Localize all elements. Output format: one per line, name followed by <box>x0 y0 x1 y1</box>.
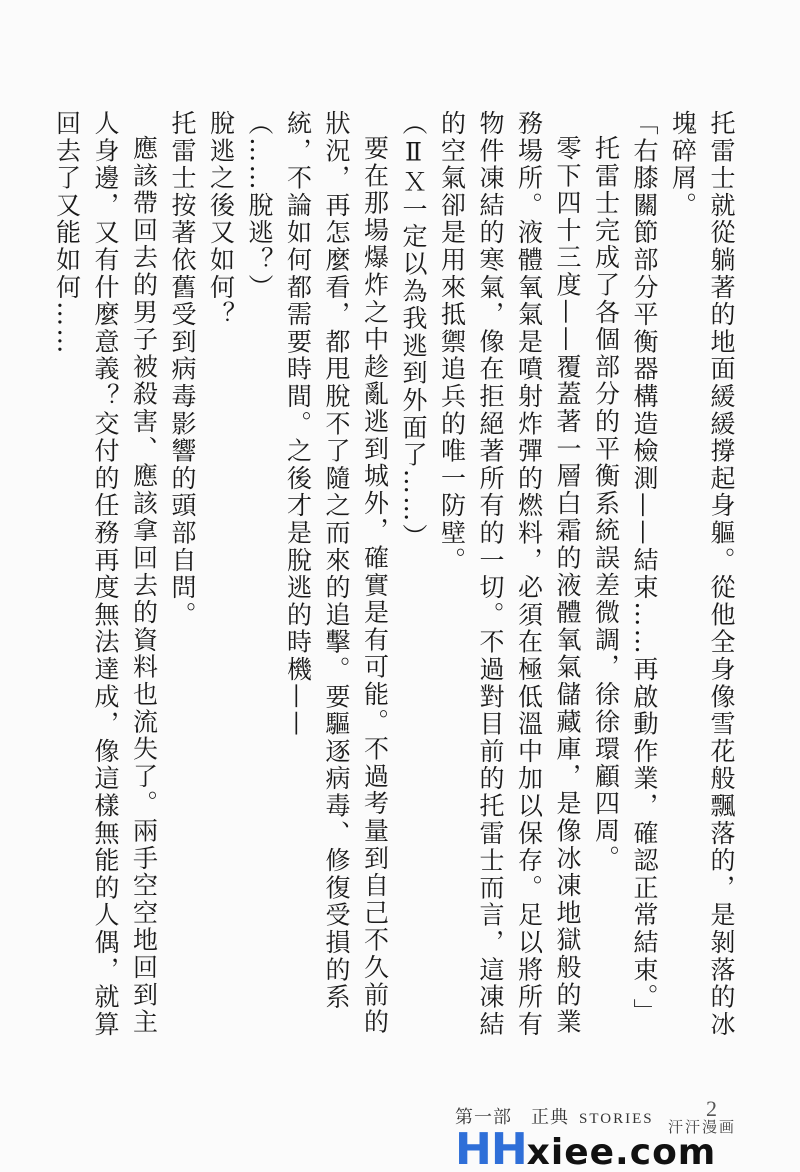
watermark-logo <box>455 1124 717 1172</box>
paragraph-thought-1: （ⅡＸ一定以為我逃到外面了……） <box>399 110 428 551</box>
footer-part-label: 第一部 正典 <box>455 1107 569 1128</box>
paragraph-8: 脫逃之後又如何？ <box>206 110 236 329</box>
paragraph-1: 托雷士就從躺著的地面緩緩撐起身軀。從他全身像雪花般飄落的，是剝落的冰塊碎屑。 <box>668 110 736 1039</box>
watermark-small-text: 汗汗漫画 <box>668 1118 737 1136</box>
vertical-body-text <box>50 110 740 1040</box>
paragraph-3: 托雷士完成了各個部分的平衡系統誤差微調，徐徐環顧四周。 <box>591 135 621 873</box>
page-number: 2 <box>706 1096 717 1121</box>
paragraph-thought-2: （……脫逃？） <box>245 110 274 302</box>
paragraph-6: 要在那場爆炸之中趁亂逃到城外，確實是有可能。不過考量到自己不久前的狀況，再怎麼看，都甩脫不了隨之而來的追擊。要驅逐病毒、修復受損的系統，不論如何都需要時間。之後才是脫逃的時機—— <box>283 110 390 1036</box>
paragraph-4: 零下四十三度——覆蓋著一層白霜的液體氧氣儲藏庫，是像冰凍地獄般的業務場所。液體氧氣是噴射炸彈的燃料，必須在極低溫中加以保存。足以將所有物件凍結的寒氣，像在拒絕著所有的一切。不過對目前的托雷士而言，這凍結的空氣卻是用來抵禦追兵的唯一防壁。 <box>437 110 582 1039</box>
footer-series-label: STORIES <box>579 1111 654 1127</box>
watermark-logo-domain: xiee.com <box>526 1132 717 1172</box>
paragraph-9: 托雷士按著依舊受到病毒影響的頭部自問。 <box>168 110 197 629</box>
paragraph-dialogue: 「右膝關節部分平衡器構造檢測——結束……再啟動作業，確認正常結束。」 <box>630 110 659 1026</box>
watermark-logo-hh: HH <box>455 1124 527 1172</box>
paragraph-10: 應該帶回去的男子被殺害、應該拿回去的資料也流失了。兩手空空地回到主人身邊，又有什麼意義？交付的任務再度無法達成，像這樣無能的人偶，就算回去了又能如何…… <box>52 110 159 1039</box>
